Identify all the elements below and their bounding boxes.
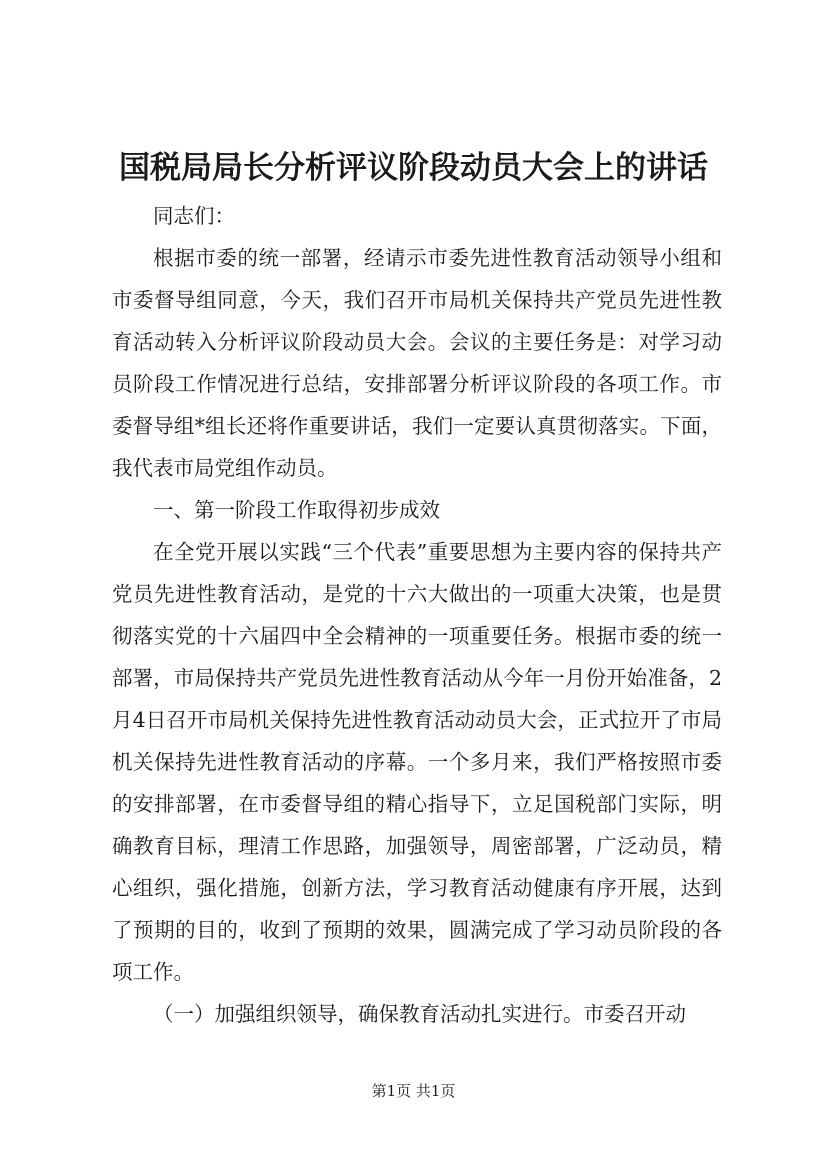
document-title: 国税局局长分析评议阶段动员大会上的讲话 [119,150,708,186]
section-heading-1: 一、第一阶段工作取得初步成效 [153,498,440,522]
paragraph-intro: 根据市委的统一部署，经请示市委先进性教育活动领导小组和市委督导组同意，今天，我们召开市局机关保持共产党员先进性教育活动转入分析评议阶段动员大会。会议的主要任务是：对学习动员阶段工作情况进行总结，安排部署分析评议阶段的各项工作。市委督导组*组长还将作重要讲话，我们一定要认真贯彻落实。下面，我代表市局党组作动员。 [112,246,722,480]
salutation: 同志们： [153,204,235,228]
subsection-heading-1: （一）加强组织领导，确保教育活动扎实进行。市委召开动 [153,1002,686,1026]
document-body [112,195,722,1035]
page-footer: 第1页 共1页 [371,1082,456,1100]
paragraph-section-1: 在全党开展以实践“三个代表”重要思想为主要内容的保持共产党员先进性教育活动，是党的十六大做出的一项重大决策，也是贯彻落实党的十六届四中全会精神的一项重要任务。根据市委的统一部署，市局保持共产党员先进性教育活动从今年一月份开始准备，2月4日召开市局机关保持先进性教育活动动员大会，正式拉开了市局机关保持先进性教育活动的序幕。一个多月来，我们严格按照市委的安排部署，在市委督导组的精心指导下，立足国税部门实际，明确教育目标，理清工作思路，加强领导，周密部署，广泛动员，精心组织，强化措施，创新方法，学习教育活动健康有序开展，达到了预期的目的，收到了预期的效果，圆满完成了学习动员阶段的各项工作。 [112,540,722,984]
